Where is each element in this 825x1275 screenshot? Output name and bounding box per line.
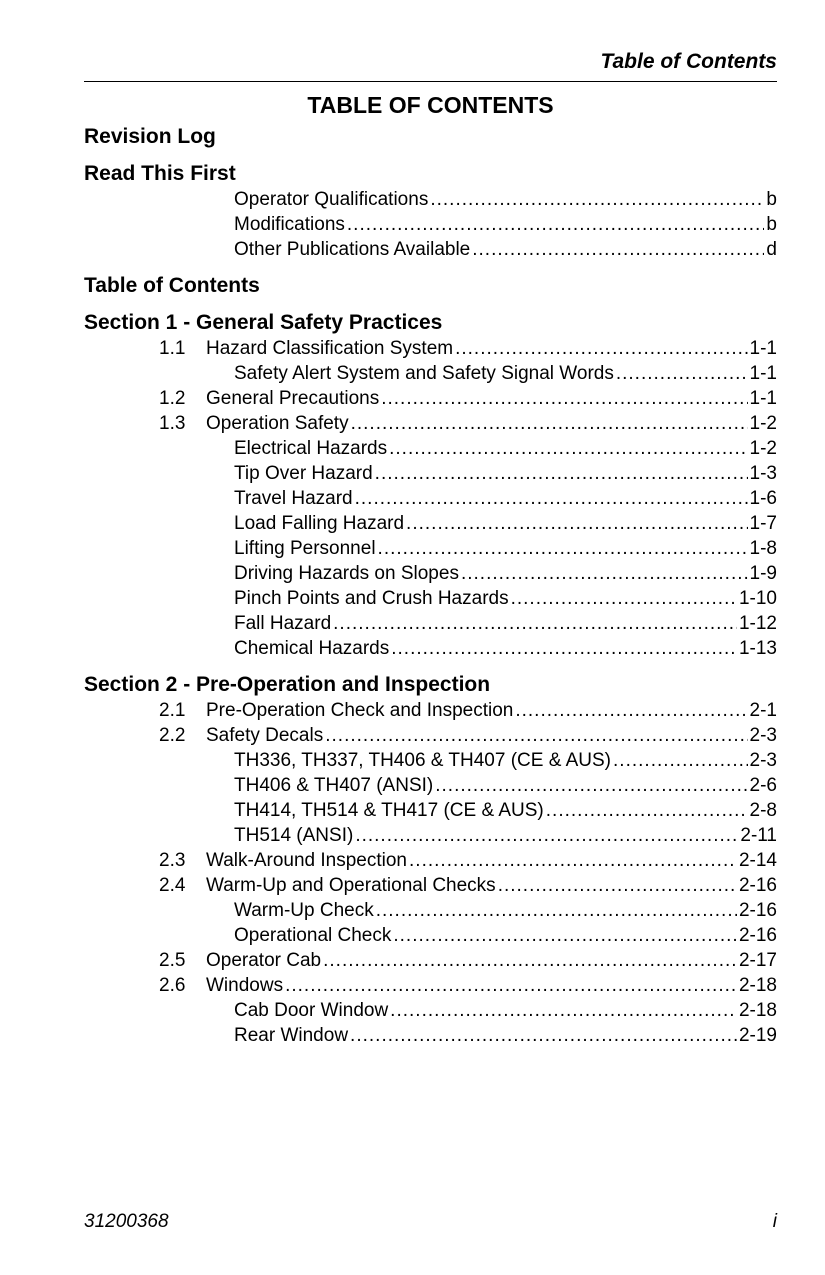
dot-leader: [347, 212, 765, 237]
dot-leader: [376, 898, 737, 923]
toc-entry-title: Safety Decals: [206, 725, 324, 746]
toc-entry-title: Pinch Points and Crush Hazards: [234, 588, 509, 609]
dot-leader: [325, 723, 747, 748]
toc-entry-title: Warm-Up Check: [234, 900, 374, 921]
toc-entry-page: 2-16: [738, 925, 777, 946]
dot-leader: [616, 361, 748, 386]
toc-entry-number: 2.5: [159, 950, 186, 971]
toc-entry-title: Walk-Around Inspection: [206, 850, 408, 871]
toc-entry[interactable]: [84, 848, 777, 873]
toc-entry-title: Operator Qualifications: [234, 189, 429, 210]
toc-entry[interactable]: [84, 237, 777, 262]
dot-leader: [455, 336, 747, 361]
toc-entry[interactable]: [84, 361, 777, 386]
toc-entry-number: 1.2: [159, 388, 186, 409]
toc-entry-page: 1-2: [749, 413, 777, 434]
toc-entry-title: Electrical Hazards: [234, 438, 388, 459]
toc-entry[interactable]: [84, 798, 777, 823]
dot-leader: [461, 561, 748, 586]
toc-entry-title: TH336, TH337, TH406 & TH407 (CE & AUS): [234, 750, 612, 771]
toc-entry-title: Chemical Hazards: [234, 638, 390, 659]
toc-entry[interactable]: [84, 561, 777, 586]
toc-entry-page: 1-8: [749, 538, 777, 559]
toc-entry-title: Lifting Personnel: [234, 538, 376, 559]
toc-entry-page: 2-1: [749, 700, 777, 721]
dot-leader: [389, 436, 747, 461]
toc-heading[interactable]: Read This First: [84, 162, 236, 185]
toc-entry-page: b: [766, 214, 777, 235]
toc-entry-page: 1-1: [749, 363, 777, 384]
toc-entry[interactable]: [84, 336, 777, 361]
toc-entry[interactable]: [84, 636, 777, 661]
toc-entry[interactable]: [84, 511, 777, 536]
dot-leader: [472, 237, 764, 262]
toc-entry[interactable]: [84, 748, 777, 773]
dot-leader: [390, 998, 737, 1023]
toc-entry-page: 1-3: [749, 463, 777, 484]
dot-leader: [285, 973, 737, 998]
toc-entry-title: Operational Check: [234, 925, 392, 946]
toc-entry-title: Rear Window: [234, 1025, 349, 1046]
toc-entry[interactable]: [84, 386, 777, 411]
dot-leader: [350, 1023, 737, 1048]
toc-entry-page: 1-7: [749, 513, 777, 534]
toc-entry[interactable]: [84, 411, 777, 436]
toc-entry[interactable]: [84, 723, 777, 748]
toc-entry[interactable]: [84, 486, 777, 511]
toc-entry-page: 2-17: [738, 950, 777, 971]
dot-leader: [435, 773, 747, 798]
toc-entry-title: Driving Hazards on Slopes: [234, 563, 459, 584]
page-number: i: [772, 1211, 777, 1232]
table-of-contents: [84, 124, 777, 1048]
toc-entry-page: 1-10: [738, 588, 777, 609]
dot-leader: [351, 411, 748, 436]
dot-leader: [430, 187, 764, 212]
dot-leader: [498, 873, 737, 898]
toc-entry-page: 1-1: [749, 388, 777, 409]
toc-entry[interactable]: [84, 873, 777, 898]
dot-leader: [393, 923, 737, 948]
toc-entry[interactable]: [84, 898, 777, 923]
toc-entry-number: 2.4: [159, 875, 186, 896]
dot-leader: [546, 798, 748, 823]
toc-entry-number: 2.2: [159, 725, 186, 746]
toc-entry-title: Modifications: [234, 214, 345, 235]
toc-heading[interactable]: Section 1 - General Safety Practices: [84, 311, 443, 334]
toc-entry-title: Windows: [206, 975, 284, 996]
toc-entry-page: 1-2: [749, 438, 777, 459]
toc-entry-title: Load Falling Hazard: [234, 513, 405, 534]
toc-entry[interactable]: [84, 586, 777, 611]
toc-entry-page: 2-8: [749, 800, 777, 821]
toc-entry-page: 2-3: [749, 725, 777, 746]
toc-entry-page: 2-11: [740, 825, 777, 846]
page-header-title: Table of Contents: [600, 50, 777, 73]
toc-entry-page: 1-1: [749, 338, 777, 359]
toc-entry-number: 2.3: [159, 850, 186, 871]
page-title: TABLE OF CONTENTS: [307, 92, 554, 118]
dot-leader: [409, 848, 737, 873]
toc-heading[interactable]: Revision Log: [84, 125, 216, 148]
toc-entry-title: Hazard Classification System: [206, 338, 454, 359]
toc-entry[interactable]: [84, 773, 777, 798]
toc-heading[interactable]: Section 2 - Pre-Operation and Inspection: [84, 673, 491, 696]
toc-entry-title: Operator Cab: [206, 950, 322, 971]
toc-entry-title: TH514 (ANSI): [234, 825, 354, 846]
toc-entry[interactable]: [84, 461, 777, 486]
toc-entry-title: Operation Safety: [206, 413, 349, 434]
toc-entry[interactable]: [84, 611, 777, 636]
toc-entry[interactable]: [84, 436, 777, 461]
dot-leader: [391, 636, 737, 661]
dot-leader: [511, 586, 737, 611]
toc-entry[interactable]: [84, 923, 777, 948]
toc-entry-number: 1.1: [159, 338, 186, 359]
toc-entry-number: 2.6: [159, 975, 186, 996]
toc-entry-page: 1-12: [738, 613, 777, 634]
toc-entry[interactable]: [84, 536, 777, 561]
toc-entry-page: 1-13: [738, 638, 777, 659]
toc-entry-page: b: [766, 189, 777, 210]
dot-leader: [355, 823, 738, 848]
toc-entry[interactable]: [84, 823, 777, 848]
toc-entry[interactable]: [84, 212, 777, 237]
toc-entry-page: 2-14: [738, 850, 777, 871]
toc-entry-title: Other Publications Available: [234, 239, 471, 260]
toc-entry-title: TH414, TH514 & TH417 (CE & AUS): [234, 800, 544, 821]
dot-leader: [375, 461, 748, 486]
toc-entry-page: 1-6: [749, 488, 777, 509]
dot-leader: [355, 486, 748, 511]
toc-entry-page: 2-16: [738, 900, 777, 921]
toc-entry-page: 2-18: [738, 1000, 777, 1021]
document-number: 31200368: [84, 1211, 169, 1232]
toc-entry[interactable]: [84, 948, 777, 973]
toc-entry[interactable]: [84, 187, 777, 212]
toc-entry-title: Tip Over Hazard: [234, 463, 373, 484]
toc-entry-page: 1-9: [749, 563, 777, 584]
toc-entry-title: Pre-Operation Check and Inspection: [206, 700, 514, 721]
toc-entry-page: 2-18: [738, 975, 777, 996]
toc-entry-page: 2-16: [738, 875, 777, 896]
toc-entry[interactable]: [84, 973, 777, 998]
toc-heading[interactable]: Table of Contents: [84, 274, 260, 297]
dot-leader: [333, 611, 737, 636]
toc-entry-title: Fall Hazard: [234, 613, 332, 634]
toc-entry-title: TH406 & TH407 (ANSI): [234, 775, 434, 796]
toc-entry-page: d: [766, 239, 777, 260]
toc-entry-title: Cab Door Window: [234, 1000, 389, 1021]
dot-leader: [613, 748, 748, 773]
toc-entry-page: 2-19: [738, 1025, 777, 1046]
dot-leader: [381, 386, 747, 411]
header-rule: [84, 81, 777, 82]
dot-leader: [378, 536, 748, 561]
toc-entry-page: 2-3: [749, 750, 777, 771]
toc-entry-title: Warm-Up and Operational Checks: [206, 875, 496, 896]
dot-leader: [406, 511, 747, 536]
toc-entry-title: Safety Alert System and Safety Signal Words: [234, 363, 614, 384]
toc-entry-number: 1.3: [159, 413, 186, 434]
toc-entry-page: 2-6: [749, 775, 777, 796]
toc-entry-number: 2.1: [159, 700, 186, 721]
toc-entry-title: General Precautions: [206, 388, 380, 409]
toc-entry[interactable]: [84, 1023, 777, 1048]
toc-entry-title: Travel Hazard: [234, 488, 353, 509]
toc-entry[interactable]: [84, 998, 777, 1023]
dot-leader: [515, 698, 747, 723]
dot-leader: [323, 948, 737, 973]
toc-entry[interactable]: [84, 698, 777, 723]
